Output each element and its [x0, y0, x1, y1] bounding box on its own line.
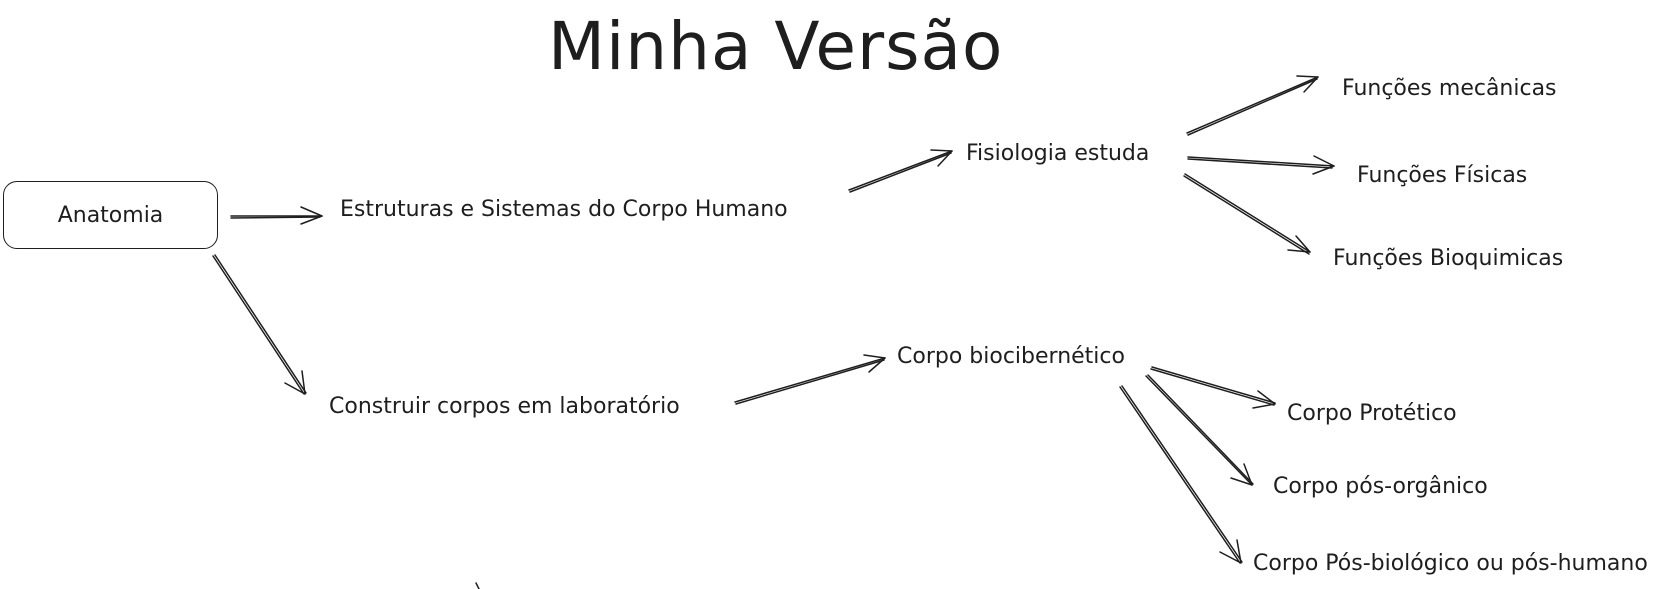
stray-mark	[476, 583, 479, 589]
arrow-estruturas-fisiologia	[849, 150, 952, 192]
node-funcoes-fisicas[interactable]: Funções Físicas	[1357, 163, 1528, 188]
arrow-fisiologia-fisicas	[1188, 156, 1334, 174]
arrow-biocibernetico-protetico	[1151, 367, 1275, 408]
arrow-fisiologia-bioquimicas	[1184, 174, 1310, 254]
arrow-construir-biocibernetico	[735, 355, 885, 404]
node-corpo-protetico[interactable]: Corpo Protético	[1287, 401, 1457, 426]
node-estruturas[interactable]: Estruturas e Sistemas do Corpo Humano	[340, 197, 788, 222]
anatomia-label: Anatomia	[57, 202, 164, 228]
node-funcoes-bioquimicas[interactable]: Funções Bioquimicas	[1333, 246, 1564, 271]
arrow-anatomia-estruturas	[231, 207, 322, 224]
node-construir-corpos[interactable]: Construir corpos em laboratório	[329, 394, 680, 419]
node-corpo-pos-biologico[interactable]: Corpo Pós-biológico ou pós-humano	[1253, 551, 1648, 576]
arrow-fisiologia-mecanicas	[1187, 76, 1318, 135]
node-corpo-biocibernetico[interactable]: Corpo biocibernético	[897, 344, 1125, 369]
diagram-title: Minha Versão	[548, 8, 1004, 85]
node-corpo-pos-organico[interactable]: Corpo pós-orgânico	[1273, 474, 1488, 499]
node-fisiologia[interactable]: Fisiologia estuda	[966, 141, 1150, 166]
node-funcoes-mecanicas[interactable]: Funções mecânicas	[1342, 76, 1557, 101]
arrow-anatomia-construir	[213, 255, 306, 394]
